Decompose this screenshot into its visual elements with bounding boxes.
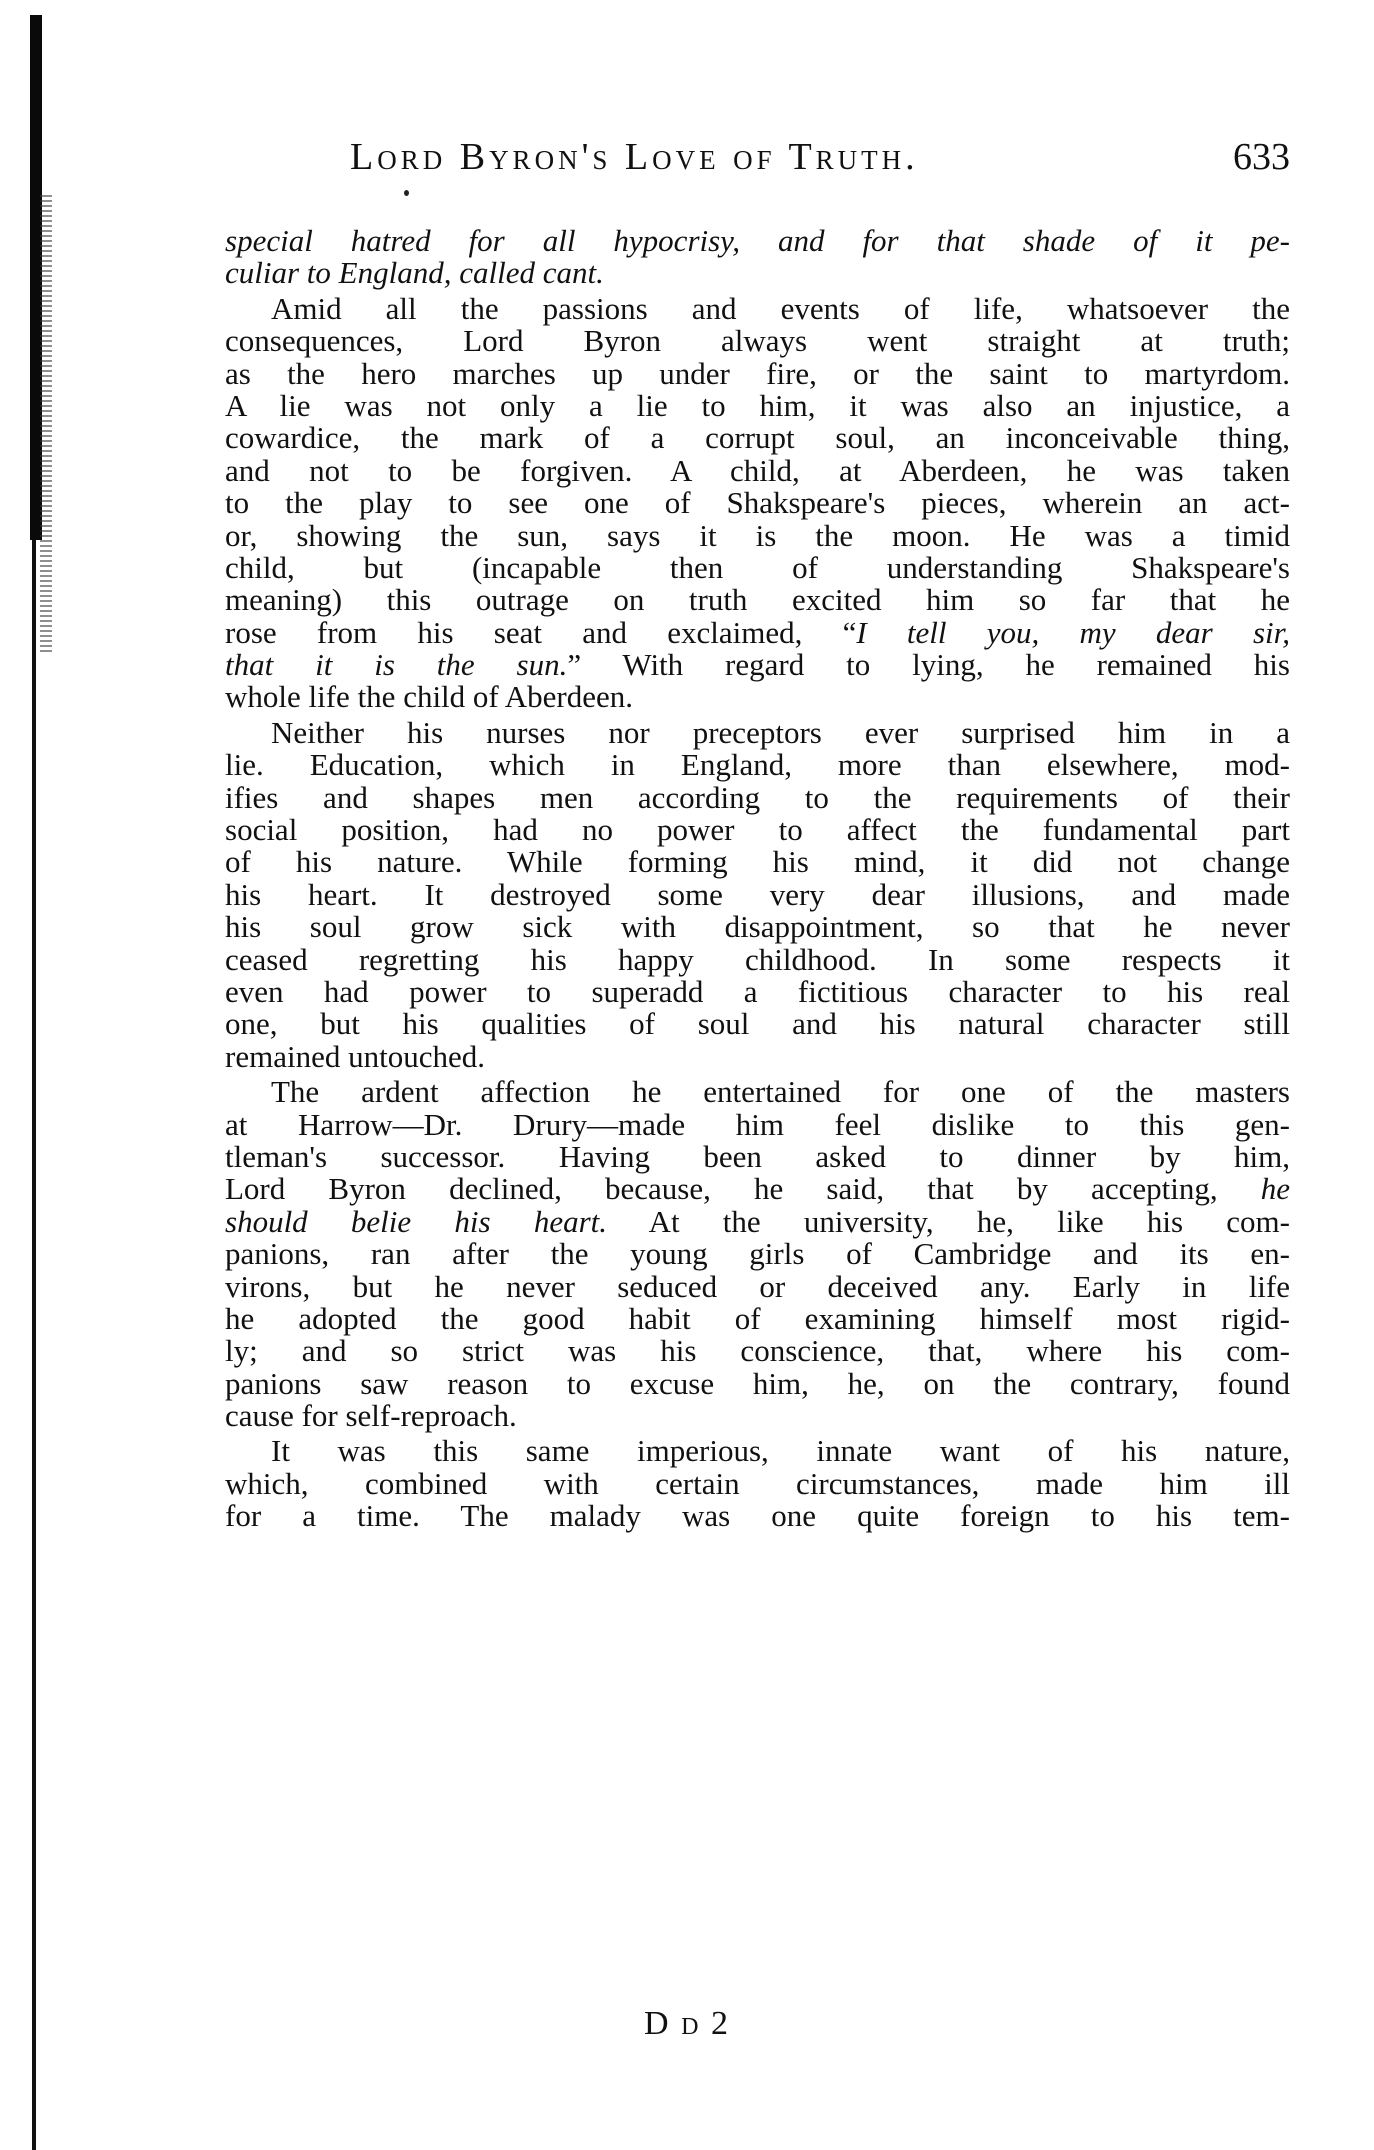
text-line <box>225 257 1290 289</box>
text-segment: ifies and shapes men according to the requirements of their <box>225 779 1290 815</box>
text-line <box>225 487 1290 519</box>
text-line <box>225 1008 1290 1040</box>
text-segment: even had power to superadd a fictitious character to his real <box>225 973 1290 1009</box>
text-line <box>225 325 1290 357</box>
text-line <box>225 649 1290 681</box>
binding-line <box>32 540 36 2150</box>
text-line <box>225 452 1290 488</box>
text-segment: to the play to see one of Shakspeare's pieces, wherein an act- <box>225 485 1290 521</box>
text-line <box>225 941 1290 977</box>
text-segment: one, but his qualities of soul and his natural character still <box>225 1006 1290 1042</box>
text-line <box>225 749 1290 781</box>
text-segment: At the university, he, like his com- <box>607 1203 1290 1239</box>
text-line <box>225 681 1290 713</box>
page-binding-edge <box>30 15 44 2150</box>
signature-mark <box>0 2005 1374 2043</box>
text-line <box>225 1138 1290 1174</box>
text-segment: rose from his seat and exclaimed, “ <box>225 614 857 650</box>
text-line <box>225 1465 1290 1501</box>
text-segment: child, but (incapable then of understanding Shakspeare's <box>225 549 1290 585</box>
text-segment: social position, had no power to affect the fundamental part <box>225 812 1290 848</box>
text-segment: which, combined with certain circumstances, made him ill <box>225 1465 1290 1501</box>
text-segment: he adopted the good habit of examining himself most rigid- <box>225 1300 1290 1336</box>
text-line <box>225 1203 1290 1239</box>
text-line <box>225 1500 1290 1532</box>
text-line <box>225 355 1290 391</box>
text-line <box>225 1268 1290 1304</box>
page-number: 633 <box>1233 136 1290 178</box>
text-segment: and not to be forgiven. A child, at Aberdeen, he was taken <box>225 452 1290 488</box>
text-segment: at Harrow—Dr. Drury—made him feel dislike to this gen- <box>225 1106 1290 1142</box>
signature-minor: D <box>681 2014 701 2040</box>
text-line <box>225 549 1290 585</box>
text-segment: Lord Byron declined, because, he said, that by accepting, <box>225 1171 1261 1207</box>
text-segment: virons, but he never seduced or deceived any. Early in life <box>225 1268 1290 1304</box>
text-segment: lie. Education, which in England, more than elsewhere, mod- <box>225 747 1290 783</box>
italic-text: should belie his heart. <box>225 1203 608 1239</box>
text-line <box>225 779 1290 815</box>
text-line <box>225 1038 1290 1074</box>
text-line <box>225 225 1290 257</box>
text-segment: ” With regard to lying, he remained his <box>567 647 1290 683</box>
text-segment: whole life the child of Aberdeen. <box>225 679 634 715</box>
running-head-title: Lord Byron's Love of Truth. <box>350 136 919 178</box>
text-segment: for a time. The malady was one quite foreign to his tem- <box>225 1498 1290 1534</box>
text-line <box>225 1173 1290 1205</box>
text-segment: his soul grow sick with disappointment, so that he never <box>225 909 1290 945</box>
italic-text: culiar to England, called cant. <box>225 255 604 291</box>
text-line <box>225 422 1290 454</box>
text-segment: or, showing the sun, says it is the moon. He was a timid <box>225 517 1290 553</box>
text-segment: cause for self-reproach. <box>225 1398 517 1434</box>
text-segment: of his nature. While forming his mind, it did not change <box>225 844 1290 880</box>
text-segment: Amid all the passions and events of life, whatsoever the <box>271 290 1290 326</box>
signature-major: D <box>644 2005 671 2042</box>
text-line <box>225 387 1290 423</box>
text-line <box>225 290 1290 326</box>
text-line <box>225 584 1290 616</box>
text-segment: It was this same imperious, innate want of his nature, <box>271 1433 1290 1469</box>
text-line <box>225 911 1290 943</box>
text-segment: his heart. It destroyed some very dear illusions, and made <box>225 876 1290 912</box>
text-line <box>225 1365 1290 1401</box>
text-segment: Neither his nurses nor preceptors ever surprised him in a <box>271 714 1290 750</box>
text-line <box>225 714 1290 750</box>
text-line <box>225 846 1290 878</box>
signature-number: 2 <box>710 2005 730 2042</box>
text-segment: A lie was not only a lie to him, it was also an injustice, a <box>225 387 1290 423</box>
ink-dot <box>404 190 409 196</box>
text-segment: as the hero marches up under fire, or the saint to martyrdom. <box>225 355 1290 391</box>
text-line <box>225 1300 1290 1336</box>
text-segment: tleman's successor. Having been asked to dinner by him, <box>225 1138 1290 1174</box>
body-text <box>225 225 1290 1533</box>
text-segment: meaning) this outrage on truth excited him so far that he <box>225 582 1290 618</box>
binding-speckle <box>40 195 52 655</box>
text-segment: cowardice, the mark of a corrupt soul, an inconceivable thing, <box>225 420 1290 456</box>
text-segment: The ardent affection he entertained for one of the masters <box>271 1074 1290 1110</box>
text-segment: ceased regretting his happy childhood. In some respects it <box>225 941 1290 977</box>
text-line <box>225 876 1290 912</box>
italic-text: special hatred for all hypocrisy, and for that shade of it pe- <box>225 223 1290 258</box>
text-segment: consequences, Lord Byron always went straight at truth; <box>225 323 1290 359</box>
text-line <box>225 614 1291 650</box>
text-line <box>225 1400 1290 1432</box>
text-line <box>225 1076 1290 1108</box>
text-segment: panions, ran after the young girls of Cambridge and its en- <box>225 1236 1290 1272</box>
text-line <box>225 517 1290 553</box>
text-line <box>225 1435 1290 1467</box>
text-segment: remained untouched. <box>225 1038 485 1074</box>
text-line <box>225 1335 1290 1367</box>
text-line <box>225 973 1290 1009</box>
text-line <box>225 1238 1290 1270</box>
text-segment: panions saw reason to excuse him, he, on the contrary, found <box>225 1365 1290 1401</box>
italic-text: he <box>1260 1171 1290 1207</box>
text-line <box>225 814 1290 846</box>
italic-text: I tell you, my dear sir, <box>856 614 1291 650</box>
text-segment: ly; and so strict was his conscience, that, where his com- <box>225 1333 1290 1369</box>
italic-text: that it is the sun. <box>225 647 568 683</box>
running-head <box>350 135 1290 185</box>
text-line <box>225 1106 1290 1142</box>
